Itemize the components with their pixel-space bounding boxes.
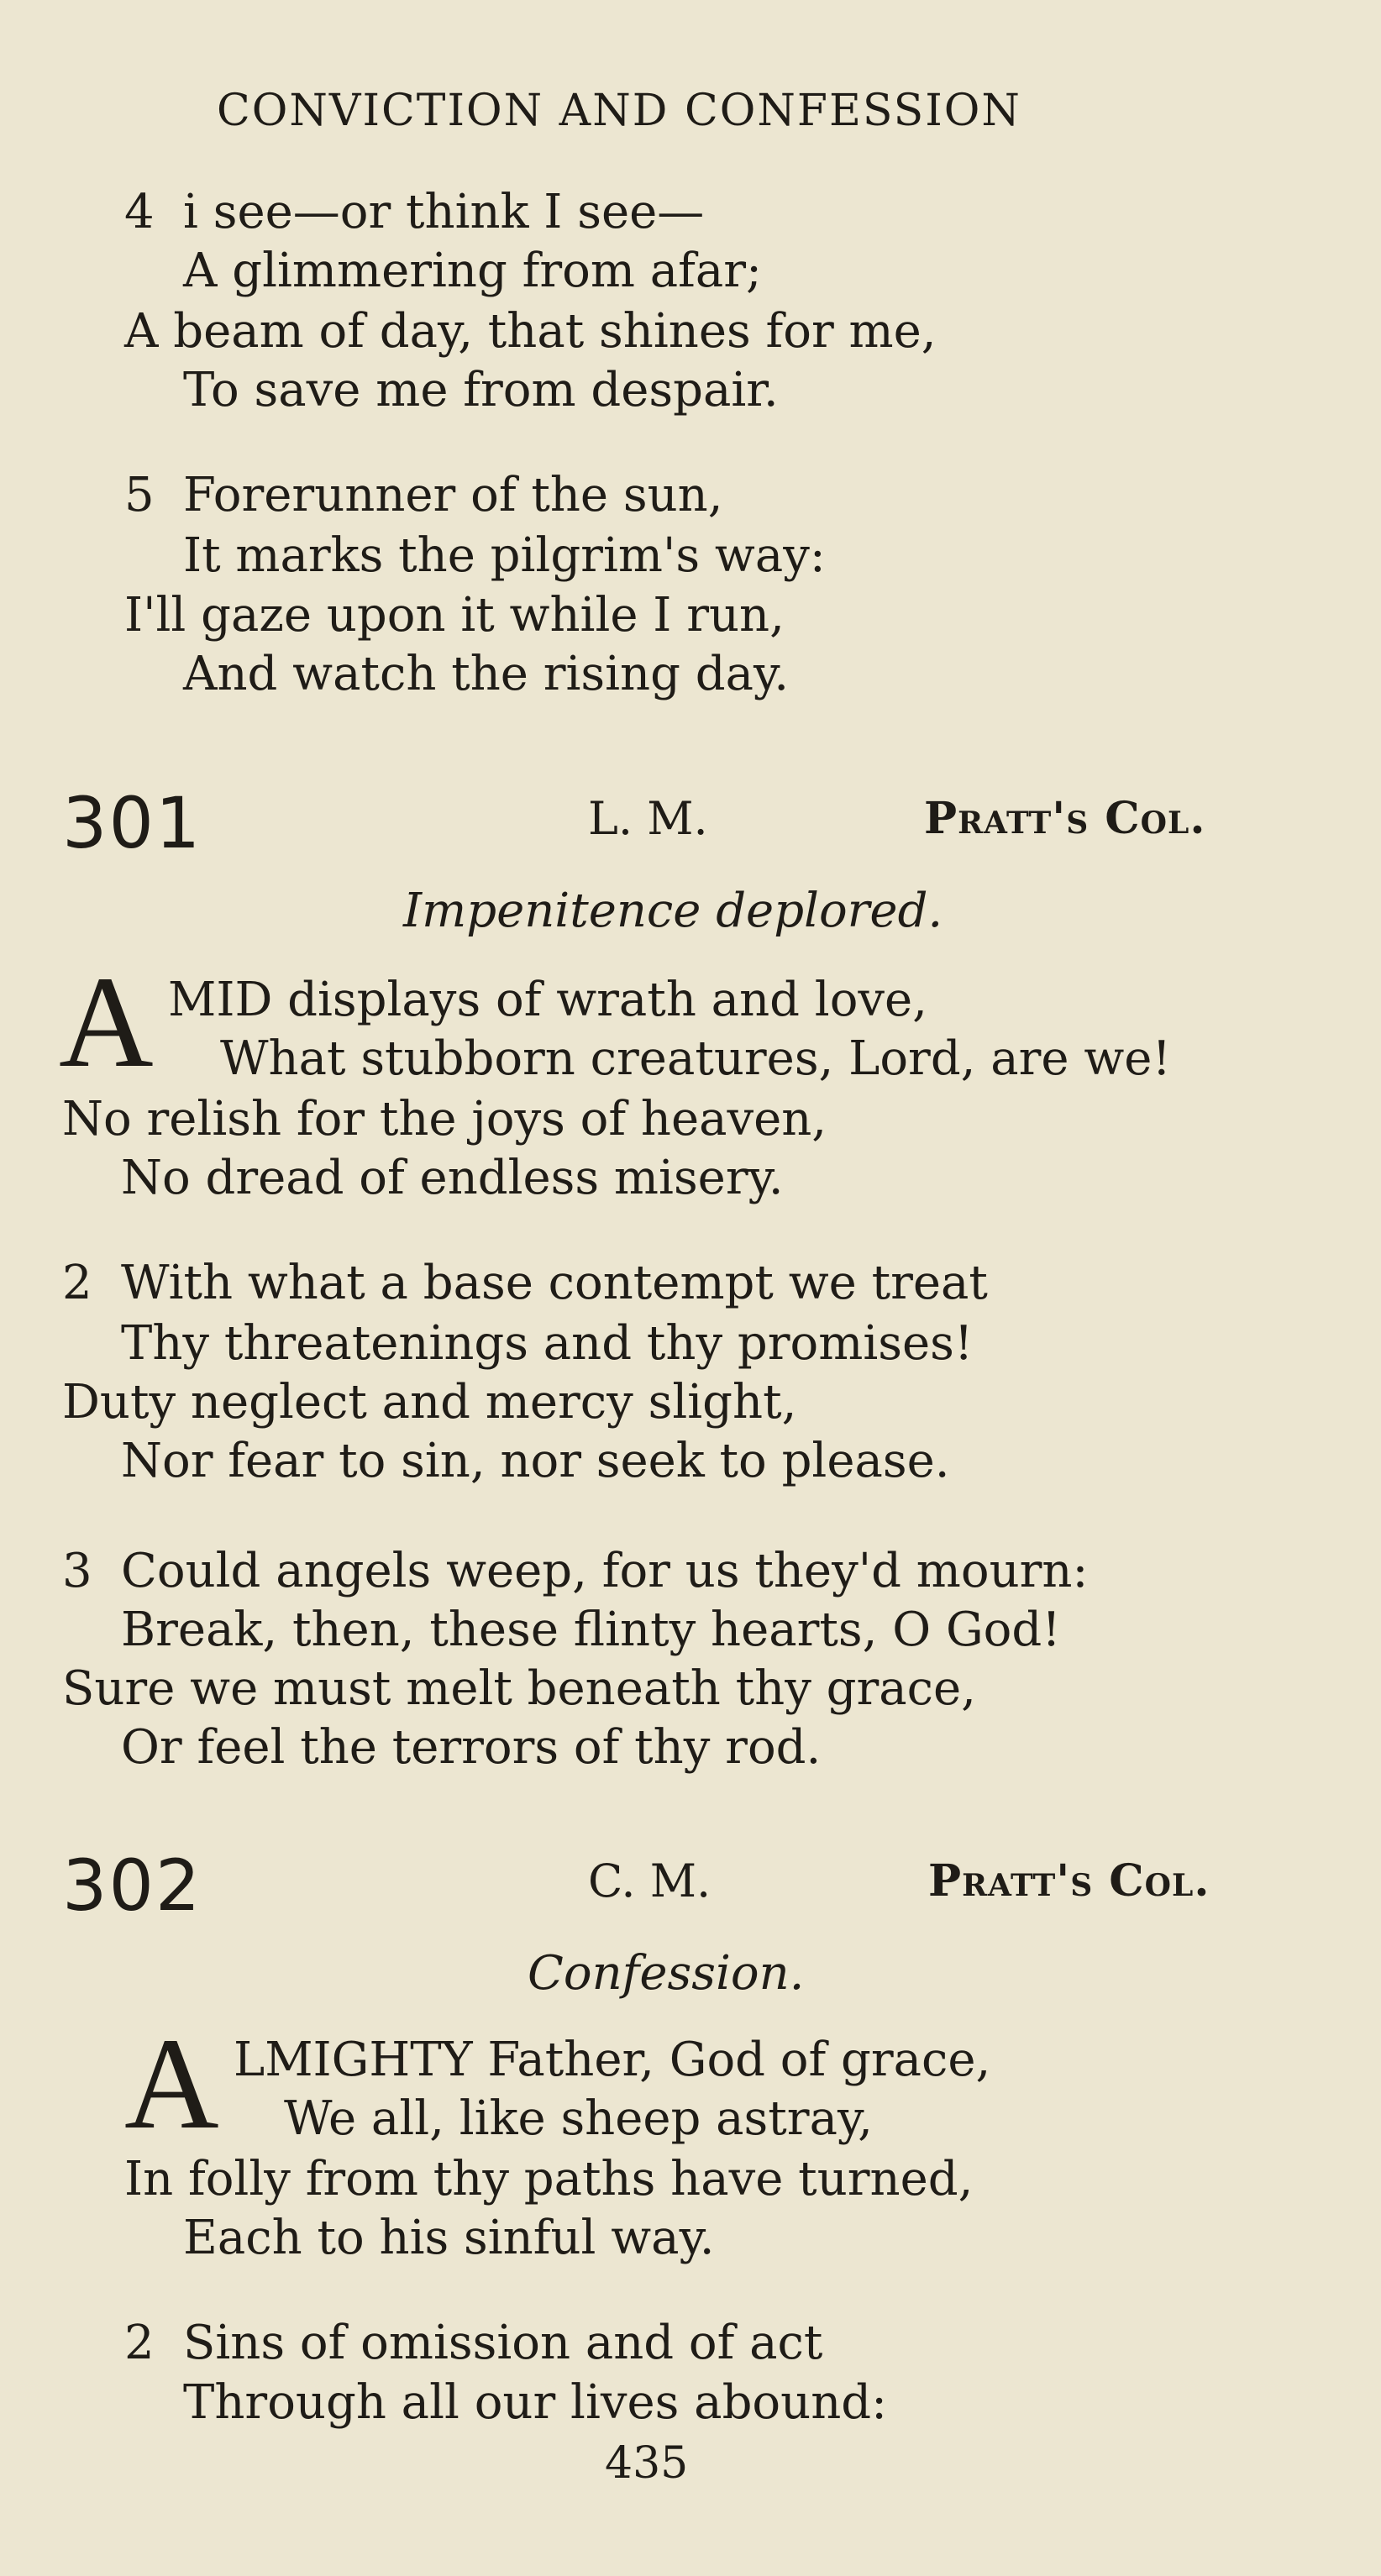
verse-line: To save me from despair.	[183, 363, 779, 417]
drop-cap: A	[124, 2011, 219, 2156]
verse-line: MID displays of wrath and love,	[168, 973, 927, 1027]
verse-line: Break, then, these flinty hearts, O God!	[121, 1603, 1061, 1657]
verse-number: 4	[124, 185, 155, 239]
source-attribution: Pratt's Col.	[928, 1855, 1210, 1907]
verse-line: Sure we must melt beneath thy grace,	[62, 1661, 976, 1716]
verse-line: In folly from thy paths have turned,	[124, 2152, 974, 2206]
verse-line: Each to his sinful way.	[183, 2211, 715, 2265]
meter: C. M.	[588, 1855, 712, 1907]
drop-cap: A	[59, 949, 154, 1094]
verse-line: A glimmering from afar;	[183, 244, 762, 298]
page-number: 435	[605, 2438, 689, 2489]
running-head: CONVICTION AND CONFESSION	[217, 86, 1021, 136]
verse-line: Sins of omission and of act	[183, 2316, 823, 2370]
verse-line: What stubborn creatures, Lord, are we!	[220, 1031, 1171, 1086]
verse-line: A beam of day, that shines for me,	[124, 304, 937, 359]
verse-line: Or feel the terrors of thy rod.	[121, 1720, 822, 1775]
verse-line: I'll gaze upon it while I run,	[124, 588, 785, 643]
meter: L. M.	[588, 792, 708, 845]
verse-line: It marks the pilgrim's way:	[183, 528, 826, 583]
verse-line: Thy threatenings and thy promises!	[121, 1316, 974, 1371]
verse-line: Duty neglect and mercy slight,	[62, 1375, 797, 1430]
verse-number: 2	[62, 1256, 92, 1310]
verse-line: And watch the rising day.	[183, 647, 789, 701]
verse-line: LMIGHTY Father, God of grace,	[234, 2033, 991, 2087]
hymn-number: 301	[62, 782, 202, 864]
verse-line: No dread of endless misery.	[121, 1151, 784, 1205]
verse-number: 2	[124, 2316, 155, 2370]
verse-line: Could angels weep, for us they'd mourn:	[121, 1544, 1089, 1598]
source-attribution: Pratt's Col.	[924, 793, 1206, 844]
verse-line: No relish for the joys of heaven,	[62, 1092, 827, 1146]
hymn-title: Impenitence deplored.	[403, 884, 943, 938]
verse-line: Nor fear to sin, nor seek to please.	[121, 1434, 950, 1488]
verse-line: i see—or think I see—	[183, 185, 705, 239]
verse-number: 3	[62, 1544, 92, 1598]
verse-line: Through all our lives abound:	[183, 2375, 887, 2430]
verse-line: With what a base contempt we treat	[121, 1256, 988, 1310]
verse-number: 5	[124, 468, 155, 522]
verse-line: We all, like sheep astray,	[284, 2091, 873, 2146]
hymn-number: 302	[62, 1844, 202, 1927]
verse-line: Forerunner of the sun,	[183, 468, 723, 522]
hymn-title: Confession.	[528, 1946, 805, 2001]
